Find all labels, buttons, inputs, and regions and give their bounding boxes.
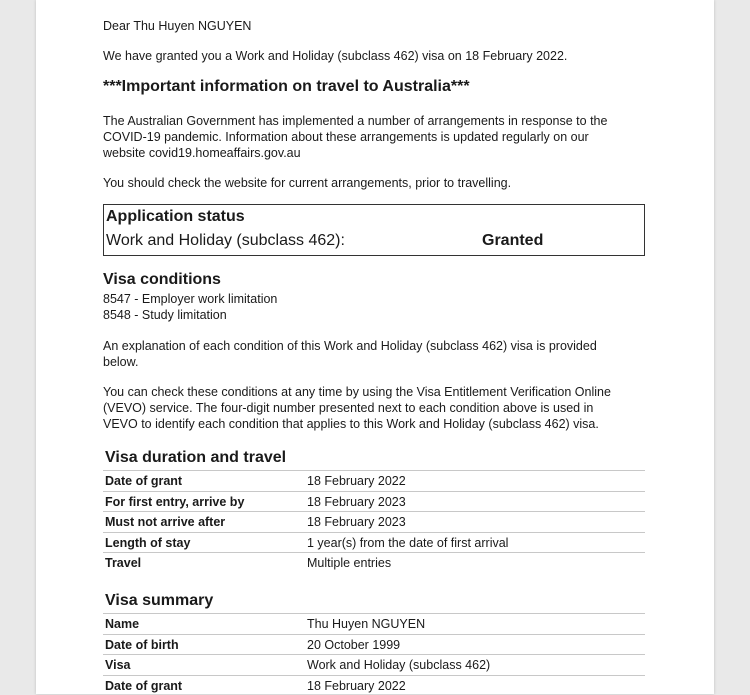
covid-paragraph-prefix: website [103,146,149,160]
salutation: Dear Thu Huyen NGUYEN [103,18,251,34]
important-heading: ***Important information on travel to Australia*** [103,78,470,96]
application-status-box [103,204,645,256]
table-row [103,634,645,655]
visa-duration-heading: Visa duration and travel [105,449,286,467]
application-status-label: Work and Holiday (subclass 462): [106,232,345,250]
conditions-explanation-line-2: below. [103,354,138,370]
table-row [103,532,645,553]
visa-summary-table [103,613,645,695]
covid-paragraph-line-1: The Australian Government has implemented a number of arrangements in response to the [103,113,607,129]
row-label: Length of stay [105,536,190,550]
row-value: 18 February 2023 [307,495,406,509]
condition-item: 8547 - Employer work limitation [103,291,277,307]
covid-paragraph-line-3 [103,145,301,161]
visa-conditions-heading: Visa conditions [103,271,221,289]
row-value: Work and Holiday (subclass 462) [307,658,490,672]
row-label: Travel [105,556,141,570]
covid-paragraph-line-2: COVID-19 pandemic. Information about these arrangements is updated regularly on our [103,129,589,145]
document-page [36,0,714,694]
table-row [103,491,645,512]
row-label: Date of grant [105,679,182,693]
row-label: Date of grant [105,474,182,488]
visa-duration-table [103,470,645,573]
row-value: Thu Huyen NGUYEN [307,617,425,631]
row-value: 20 October 1999 [307,638,400,652]
row-value: 18 February 2023 [307,515,406,529]
visa-summary-heading: Visa summary [105,592,213,610]
grant-notice: We have granted you a Work and Holiday (subclass 462) visa on 18 February 2022. [103,48,567,64]
row-label: For first entry, arrive by [105,495,244,509]
row-label: Visa [105,658,131,672]
row-label: Name [105,617,139,631]
row-value: 1 year(s) from the date of first arrival [307,536,508,550]
table-row [103,552,645,573]
row-label: Date of birth [105,638,179,652]
vevo-paragraph-line-2: (VEVO) service. The four-digit number presented next to each condition above is used in [103,400,593,416]
check-website-note: You should check the website for current arrangements, prior to travelling. [103,175,511,191]
application-status-title: Application status [106,208,245,226]
table-row [103,511,645,532]
condition-item: 8548 - Study limitation [103,307,227,323]
conditions-explanation-line-1: An explanation of each condition of this Work and Holiday (subclass 462) visa is provided [103,338,597,354]
vevo-paragraph-line-3: VEVO to identify each condition that applies to this Work and Holiday (subclass 462) visa. [103,416,599,432]
vevo-paragraph-line-1: You can check these conditions at any time by using the Visa Entitlement Verification Online [103,384,611,400]
application-status-value: Granted [482,232,543,250]
row-label: Must not arrive after [105,515,225,529]
table-row [103,654,645,675]
covid-website-link[interactable]: covid19.homeaffairs.gov.au [149,146,301,160]
row-value: 18 February 2022 [307,474,406,488]
table-row [103,675,645,695]
row-value: 18 February 2022 [307,679,406,693]
table-row [103,470,645,491]
row-value: Multiple entries [307,556,391,570]
table-row [103,613,645,634]
